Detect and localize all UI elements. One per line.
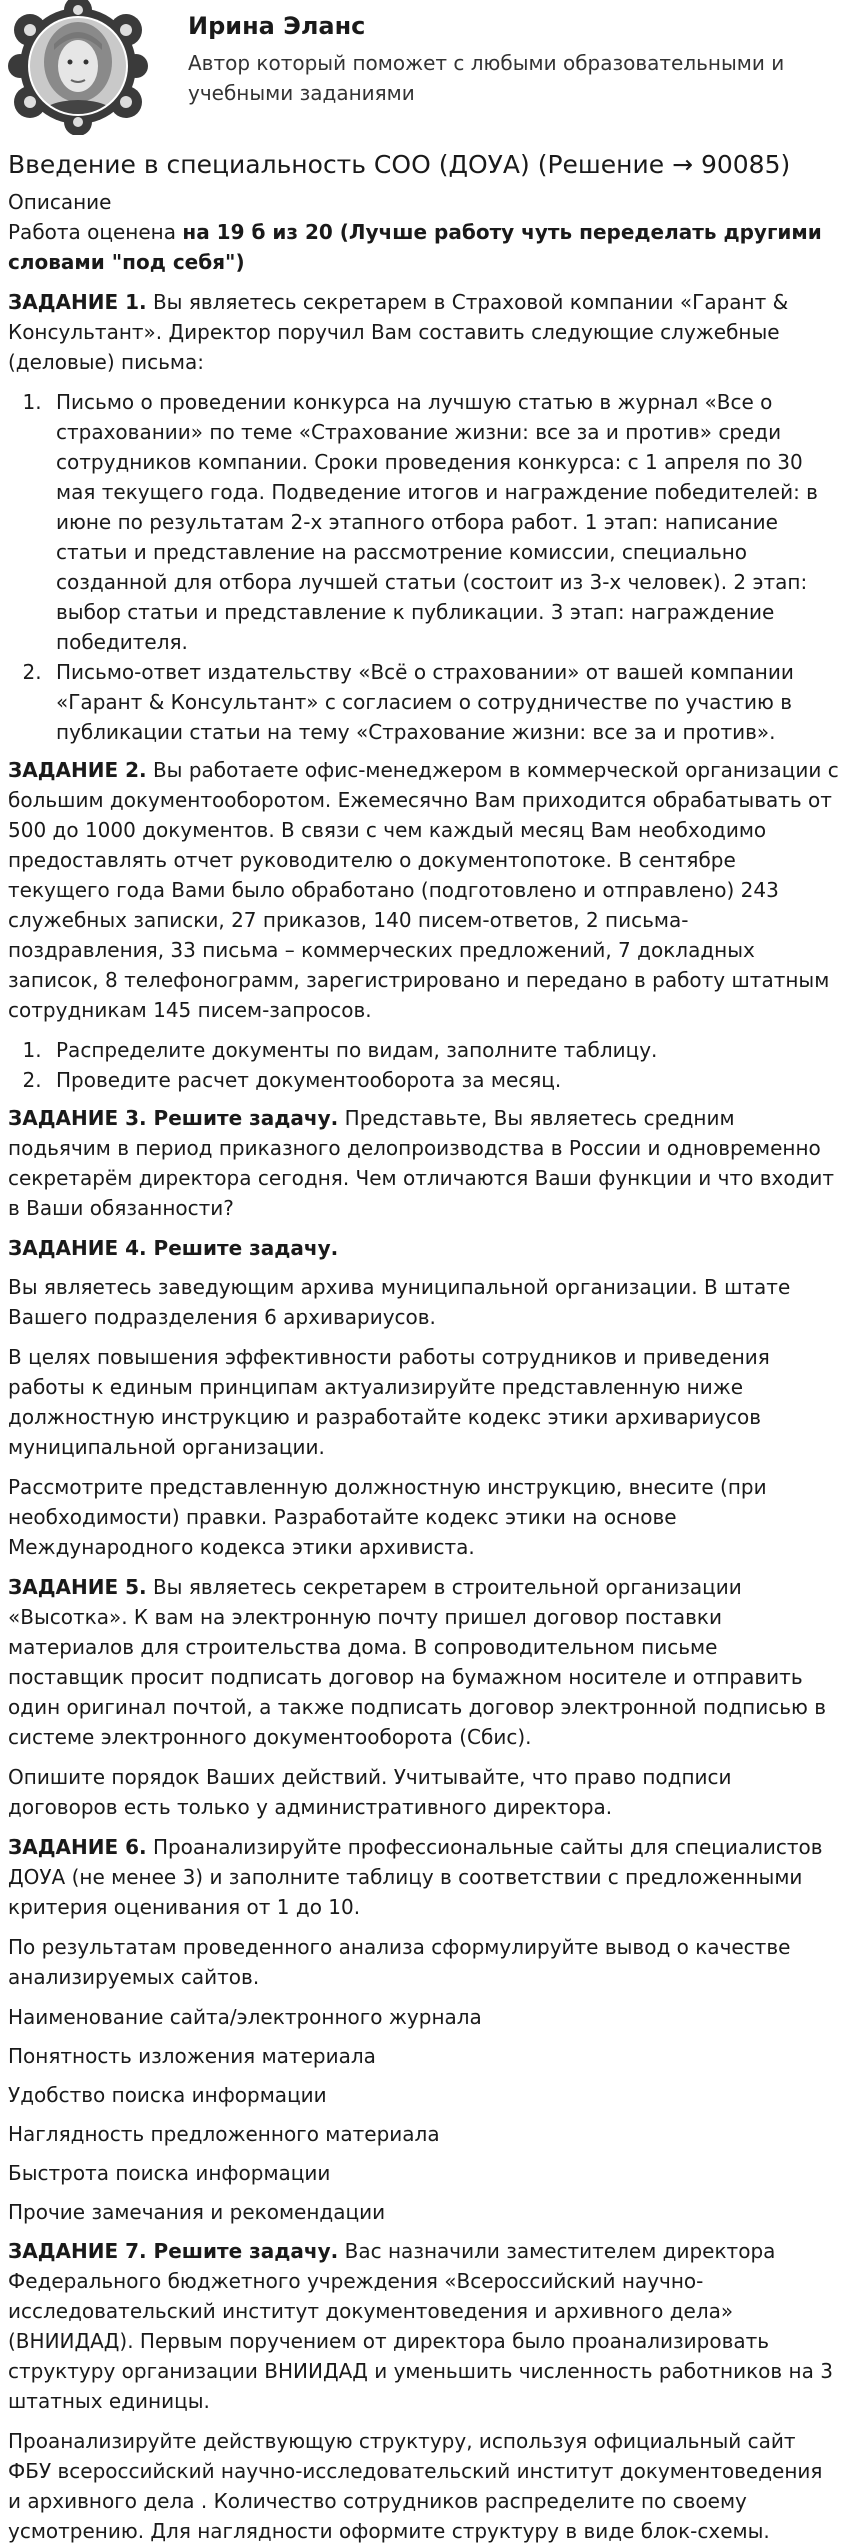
criteria-item: Удобство поиска информации: [8, 2083, 327, 2107]
work-title: Введение в специальность СОО (ДОУА) (Решение → 90085): [8, 150, 791, 179]
task-5-text: Вы являетесь секретарем в строительной организации «Высотка». К вам на электронную почту пришел договор поставки материалов для строительства дома. В сопроводительном письме поставщик просит подписать договор на бумажном носителе и отправить один оригинал почтой, а также подписать договор электронной подписью в системе электронного документооборота (Сбис).: [8, 1575, 827, 1749]
task-2-heading: ЗАДАНИЕ 2.: [8, 758, 147, 782]
list-item: 2. Письмо-ответ издательству «Всё о страховании» от вашей компании «Гарант & Консультант» с согласием о сотрудничестве по участию в публикации статьи на тему «Страхование жизни: все за и против».: [48, 657, 839, 747]
list-item: 1. Письмо о проведении конкурса на лучшую статью в журнал «Все о страховании» по теме «Страхование жизни: все за и против» среди сотрудников компании. Сроки проведения конкурса: с 1 апреля по 30 мая текущего года. Подведение итогов и награждение победителей: в июне по результатам 2-х этапного отбора работ. 1 этап: написание статьи и представление на рассмотрение комиссии, специально созданной для отбора лучшей статьи (состоит из 3-х человек). 2 этап: выбор статьи и представление к публикации. 3 этап: награждение победителя.: [48, 387, 839, 657]
work-grade: [8, 217, 839, 277]
task-1-heading: ЗАДАНИЕ 1.: [8, 290, 147, 314]
author-description: Автор который поможет с любыми образовательными и учебными заданиями: [188, 51, 785, 105]
task-7-heading: ЗАДАНИЕ 7. Решите задачу.: [8, 2239, 339, 2263]
task-4-paragraph-2: В целях повышения эффективности работы сотрудников и приведения работы к единым принципам актуализируйте представленную ниже должностную инструкцию и разработайте кодекс этики архивариусов муниципальной организации.: [8, 1345, 770, 1459]
task-2: [8, 755, 839, 1025]
task-7: [8, 2236, 839, 2416]
task-6-paragraph-2: По результатам проведенного анализа сформулируйте вывод о качестве анализируемых сайтов.: [8, 1935, 791, 1989]
task-4-paragraph-3: Рассмотрите представленную должностную инструкцию, внесите (при необходимости) правки. Разработайте кодекс этики на основе Международного кодекса этики архивиста.: [8, 1475, 767, 1559]
task-3: [8, 1103, 839, 1223]
criteria-item: Наименование сайта/электронного журнала: [8, 2005, 482, 2029]
author-card: [8, 0, 839, 135]
task-1-text: Вы являетесь секретарем в Страховой компании «Гарант & Консультант». Директор поручил Вам составить следующие служебные (деловые) письма:: [8, 290, 789, 374]
task-4-heading-text: ЗАДАНИЕ 4. Решите задачу.: [8, 1236, 339, 1260]
criteria-item: Прочие замечания и рекомендации: [8, 2200, 386, 2224]
task-1-list: [8, 387, 839, 747]
task-2-list: [8, 1035, 839, 1095]
task-3-heading: ЗАДАНИЕ 3. Решите задачу.: [8, 1106, 339, 1130]
task-5: [8, 1572, 839, 1752]
task-7-text: Вас назначили заместителем директора Федерального бюджетного учреждения «Всероссийский научно-исследовательский институт документоведения и архивного дела» (ВНИИДАД). Первым поручением от директора было проанализировать структуру организации ВНИИДАД и уменьшить численность работников на 3 штатных единицы.: [8, 2239, 833, 2413]
task-2-text: Вы работаете офис-менеджером в коммерческой организации с большим документооборотом. Ежемесячно Вам приходится обрабатывать от 500 до 1000 документов. В связи с чем каждый месяц Вам необходимо предоставлять отчет руководителю о документопотоке. В сентябре текущего года Вами было обработано (подготовлено и отправлено) 243 служебных записки, 27 приказов, 140 писем-ответов, 2 письма-поздравления, 33 письма – коммерческих предложений, 7 докладных записок, 8 телефонограмм, зарегистрировано и передано в работу штатным сотрудникам 145 писем-запросов.: [8, 758, 839, 1022]
criteria-item: Быстрота поиска информации: [8, 2161, 331, 2185]
grade-prefix: Работа оценена: [8, 220, 183, 244]
task-4-heading: [8, 1233, 839, 1263]
author-info: [188, 0, 839, 108]
grade-value: на 19 б из 20 (Лучше работу чуть переделать другими словами "под себя"): [8, 220, 822, 274]
list-item: 1. Распределите документы по видам, заполните таблицу.: [48, 1035, 839, 1065]
task-6-heading: ЗАДАНИЕ 6.: [8, 1835, 147, 1859]
author-avatar[interactable]: [8, 0, 158, 135]
task-6: [8, 1832, 839, 1922]
author-name[interactable]: Ирина Эланс: [188, 12, 366, 40]
task-6-text: Проанализируйте профессиональные сайты для специалистов ДОУА (не менее 3) и заполните таблицу в соответствии с предложенными критерия оценивания от 1 до 10.: [8, 1835, 823, 1919]
criteria-item: Понятность изложения материала: [8, 2044, 376, 2068]
task-5-paragraph-2: Опишите порядок Ваших действий. Учитывайте, что право подписи договоров есть только у административного директора.: [8, 1765, 732, 1819]
task-4-paragraph-1: Вы являетесь заведующим архива муниципальной организации. В штате Вашего подразделения 6 архивариусов.: [8, 1275, 791, 1329]
task-5-heading: ЗАДАНИЕ 5.: [8, 1575, 147, 1599]
task-3-text: Представьте, Вы являетесь средним подьячим в период приказного делопроизводства в России и одновременно секретарём директора сегодня. Чем отличаются Ваши функции и что входит в Ваши обязанности?: [8, 1106, 835, 1220]
task-7-paragraph-2: Проанализируйте действующую структуру, используя официальный сайт ФБУ всероссийский научно-исследовательский институт документоведения и архивного дела . Количество сотрудников распределите по своему усмотрению. Для наглядности оформите структуру в виде блок-схемы.: [8, 2429, 823, 2543]
description-label: Описание: [8, 190, 112, 214]
list-item: 2. Проведите расчет документооборота за месяц.: [48, 1065, 839, 1095]
avatar-image: [8, 0, 158, 135]
criteria-item: Наглядность предложенного материала: [8, 2122, 440, 2146]
task-1: [8, 287, 839, 377]
